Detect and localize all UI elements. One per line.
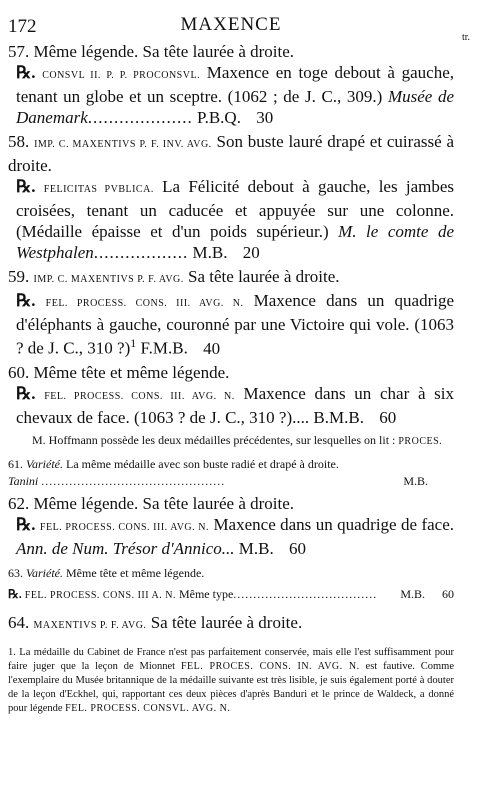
price-value: 40 [203, 338, 221, 358]
reverse-source: M. le comte de Westphalen [16, 222, 454, 262]
reverse-symbol: ℞. [16, 291, 36, 310]
reverse-description: Même type [178, 586, 234, 601]
entry-number: 60. [8, 362, 30, 382]
entry-number: 64. [8, 612, 30, 632]
reverse-legend: FEL. PROCESS. CONS. III. AVG. N. [44, 390, 235, 402]
rarity: F.M.B. [140, 338, 188, 358]
entry-58-obverse [8, 131, 454, 176]
rarity: M.B. [238, 538, 274, 558]
reverse-source: Musée de Danemark [16, 87, 454, 127]
entry-61 [8, 456, 454, 490]
variety-source: Tanini [8, 473, 39, 488]
entry-57-reverse [8, 62, 454, 128]
reverse-description: Maxence en toge debout à gauche, tenant un globe et un sceptre. (1062 ; de J. C., 309.) [16, 63, 455, 106]
entry-61-text [8, 456, 454, 473]
reverse-symbol: ℞. [16, 514, 36, 534]
entry-58-reverse [8, 176, 454, 263]
reverse-legend: FELICITAS PVBLICA. [43, 184, 154, 195]
entry-62-obverse [8, 493, 454, 514]
footnote-marker: 1. [8, 646, 16, 658]
obverse-legend: IMP. C. MAXENTIVS P. F. INV. AVG. [34, 139, 212, 150]
price-value: 60 [379, 407, 397, 427]
footnote-legend-2: FEL. PROCESS. CONSVL. AVG. N. [65, 702, 231, 714]
variety-text: Même tête et même légende. [66, 565, 205, 580]
variety-text: La même médaille avec son buste radié et drapé à droite. [66, 456, 339, 471]
price-value: 20 [242, 243, 260, 262]
obverse-text: Sa tête laurée à droite. [188, 267, 340, 286]
reverse-source: Ann. de Num. Trésor d'Annico... [16, 538, 235, 558]
entry-64 [8, 612, 454, 636]
price-value: 30 [256, 108, 274, 127]
obverse-text: Même légende. Sa tête laurée à droite. [33, 42, 295, 61]
reverse-symbol: ℞. [16, 383, 36, 403]
reverse-legend: FEL. PROCESS. CONS. III. AVG. N. [45, 298, 244, 309]
hoffmann-note [8, 432, 454, 450]
footnote-ref[interactable]: 1 [130, 336, 137, 350]
rarity: B.M.B. [313, 407, 364, 427]
rarity: M.B. [192, 243, 228, 262]
entry-60 [8, 362, 454, 428]
reverse-symbol: ℞. [16, 63, 36, 82]
entry-60-reverse [8, 383, 454, 428]
obverse-text: Sa tête laurée à droite. [150, 612, 303, 632]
entry-59 [8, 266, 454, 359]
entry-57 [8, 41, 454, 128]
entry-number: 63. [8, 565, 23, 580]
leader-dots: .................. [93, 243, 189, 262]
page-number: 172 [8, 16, 37, 37]
leader-dots: .............................................. [41, 473, 226, 488]
price-value: 60 [288, 538, 306, 558]
obverse-text: Son buste lauré drapé et cuirassé à droite. [8, 132, 454, 175]
variety-label: Variété. [26, 565, 63, 580]
reverse-legend: CONSVL II. P. P. PROCONSVL. [42, 70, 201, 81]
obverse-text: Même tête et même légende. [33, 362, 230, 382]
entry-59-obverse [8, 266, 454, 290]
footnote-text-2: est fautive. Comme l'exemplaire du Musée britannique de la médaille suivante est très lisible, je suis également porté à douter de la leçon d'Eckhel, qui, rapportant ces deux pièces d'après Banduri et le prince de Waldeck, a donné pour légende [8, 660, 454, 714]
entry-number: 58. [8, 132, 30, 151]
rarity: P.B.Q. [197, 108, 241, 127]
obverse-legend: MAXENTIVS P. F. AVG. [33, 619, 147, 631]
reverse-description: La Félicité debout à gauche, les jambes croisées, tenant un caducée et appuyée sur une colonne. (Médaille épaisse et d'un poids supérieur.) [16, 177, 455, 241]
footnote-legend-1: FEL. PROCES. CONS. IN. AVG. N. [180, 660, 360, 672]
variety-label: Variété. [26, 456, 63, 471]
entry-59-reverse [8, 290, 454, 359]
entry-number: 62. [8, 493, 30, 513]
entry-61-source [8, 473, 454, 490]
entry-63-text [8, 565, 454, 582]
entry-number: 59. [8, 267, 30, 286]
page-title: MAXENCE [180, 14, 282, 35]
reverse-symbol: ℞. [8, 586, 22, 601]
entry-63 [8, 565, 454, 604]
entry-62 [8, 493, 454, 559]
entry-60-obverse [8, 362, 454, 383]
note-text: M. Hoffmann possède les deux médailles précédentes, sur lesquelles on lit : [32, 432, 396, 447]
entry-57-obverse [8, 41, 454, 62]
reverse-symbol: ℞. [16, 177, 36, 196]
footnote-text-1: La médaille du Cabinet de France n'est pas parfaitement conservée, mais elle l'est suffisamment pour faire juger que la leçon de Mionnet [8, 646, 455, 672]
footnote [8, 646, 454, 716]
reverse-description: Maxence dans un quadrige de face. [213, 514, 454, 534]
reverse-description: Maxence dans un quadrige d'éléphants à gauche, couronné par une Victoire qui vole. (1063 ? de J. C., 310 ?) [16, 291, 455, 358]
obverse-text: Même légende. Sa tête laurée à droite. [33, 493, 295, 513]
entry-58 [8, 131, 454, 263]
leader-dots: .................... [87, 108, 193, 127]
price-value: 60 [442, 586, 454, 601]
entry-62-reverse [8, 514, 454, 559]
entry-63-reverse [8, 586, 454, 604]
corner-mark: tr. [461, 32, 470, 43]
reverse-description: Maxence dans un char à six chevaux de face. (1063 ? de J. C., 310 ?).... [16, 383, 455, 427]
reverse-legend: FEL. PROCESS. CONS. III. AVG. N. [39, 521, 210, 533]
leader-dots: .................................... [233, 586, 378, 601]
reverse-legend: FEL. PROCESS. CONS. III A. N. [24, 589, 176, 601]
entry-number: 57. [8, 42, 30, 61]
rarity: M.B. [400, 586, 425, 601]
entry-number: 61. [8, 456, 23, 471]
rarity: M.B. [403, 473, 428, 488]
note-legend: PROCES. [398, 435, 443, 447]
obverse-legend: IMP. C. MAXENTIVS P. F. AVG. [33, 274, 184, 285]
page-header [8, 14, 470, 43]
